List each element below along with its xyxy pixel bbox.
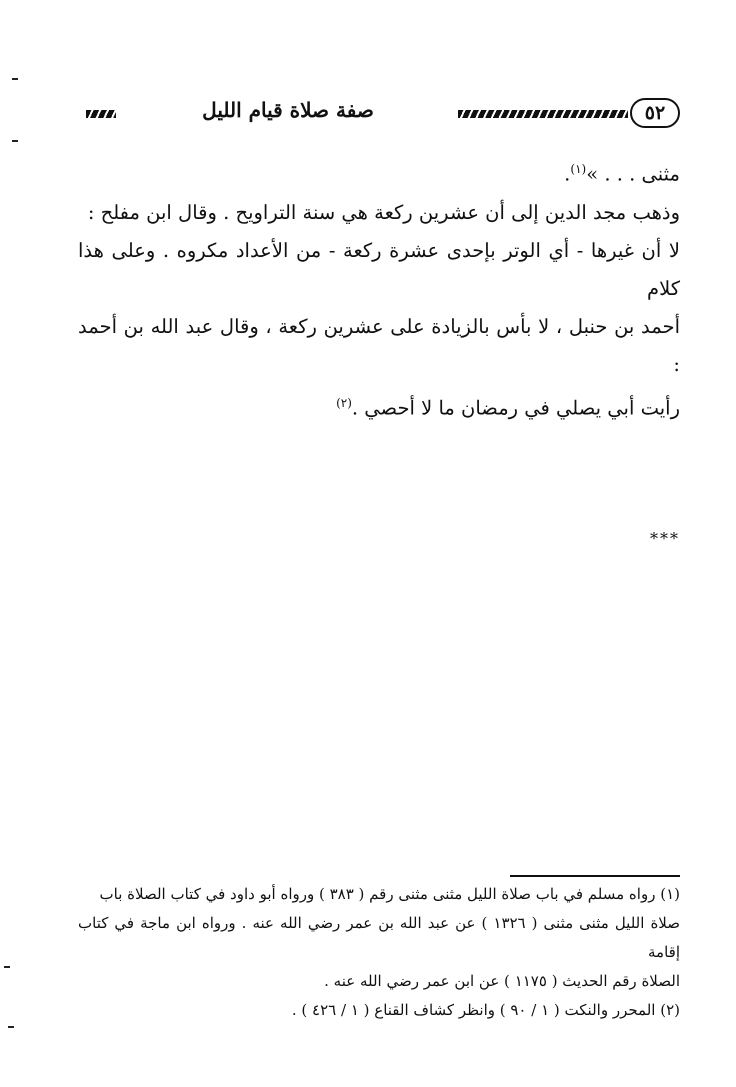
footnote-line: الصلاة رقم الحديث ( ١١٧٥ ) عن ابن عمر رضي الله عنه .	[324, 972, 680, 990]
text-line-tail: .	[564, 162, 571, 186]
section-separator: ***	[650, 529, 680, 548]
main-text	[78, 150, 680, 548]
text-line: أحمد بن حنبل ، لا بأس بالزيادة على عشرين ركعة ، وقال عبد الله بن أحمد :	[78, 314, 680, 376]
footnote-ref-2: (٢)	[336, 395, 352, 410]
footnote-line: (٢) المحرر والنكت ( ١ / ٩٠ ) وانظر كشاف القناع ( ١ / ٤٢٦ ) .	[291, 1001, 680, 1019]
text-line-content: مثنى . . . »	[586, 162, 680, 186]
footnote-line: (١) رواه مسلم في باب صلاة الليل مثنى مثنى رقم ( ٣٨٣ ) ورواه أبو داود في كتاب الصلاة باب	[99, 885, 680, 903]
text-line: وذهب مجد الدين إلى أن عشرين ركعة هي سنة التراويح . وقال ابن مفلح :	[87, 200, 680, 224]
scan-mark	[12, 140, 18, 142]
scan-mark	[8, 1026, 14, 1028]
footnotes	[78, 880, 680, 1025]
page-number: ٥٢	[630, 98, 680, 128]
running-title: صفة صلاة قيام الليل	[202, 98, 374, 122]
header-rule-right	[458, 110, 628, 118]
footnote-ref-1: (١)	[570, 162, 587, 176]
scan-mark	[4, 966, 10, 968]
footnote-line: صلاة الليل مثنى مثنى ( ١٣٢٦ ) عن عبد الله بن عمر رضي الله عنه . ورواه ابن ماجة في كتاب إقامة	[78, 914, 680, 961]
page-header	[86, 92, 680, 136]
footnote-separator	[510, 875, 680, 877]
text-line	[78, 150, 680, 194]
text-line: لا أن غيرها - أي الوتر بإحدى عشرة ركعة - من الأعداد مكروه . وعلى هذا كلام	[78, 238, 680, 300]
text-line	[78, 384, 680, 428]
text-line-content: رأيت أبي يصلي في رمضان ما لا أحصي .	[351, 396, 680, 419]
scan-mark	[12, 78, 18, 80]
header-rule-left	[86, 110, 116, 118]
